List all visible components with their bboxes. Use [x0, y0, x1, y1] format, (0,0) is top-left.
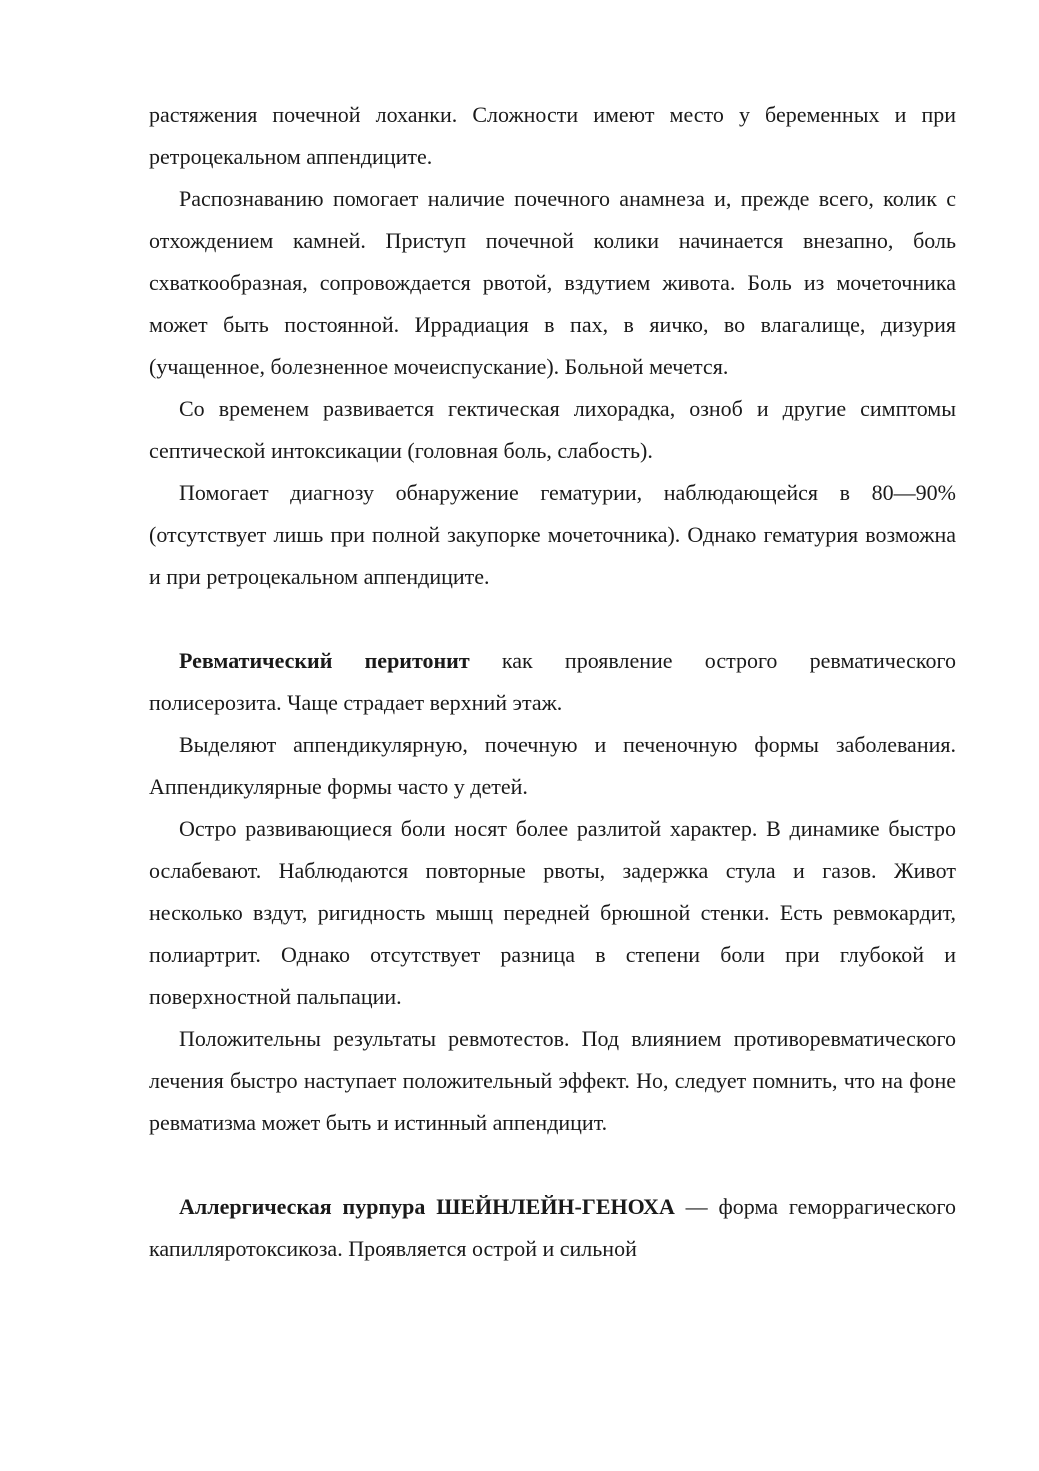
paragraph [149, 388, 956, 472]
paragraph-text: Положительны результаты ревмотестов. Под влиянием противоревматического лечения быстро наступает положительный эффект. Но, следует помнить, что на фоне ревматизма может быть и истинный аппендицит. [149, 1026, 956, 1135]
section-term: Аллергическая пурпура ШЕЙНЛЕЙН-ГЕНОХА [179, 1194, 675, 1219]
paragraph-text: Распознаванию помогает наличие почечного анамнеза и, прежде всего, колик с отхождением камней. Приступ почечной колики начинается внезапно, боль схваткообразная, сопровождается рвотой, вздутием живота. Боль из мочеточника может быть постоянной. Иррадиация в пах, в яичко, во влагалище, дизурия (учащенное, болезненное мочеиспускание). Больной мечется. [149, 186, 956, 379]
paragraph-text: как проявление острого ревматического полисерозита. Чаще страдает верхний этаж. [149, 648, 956, 715]
paragraph-text: Помогает диагнозу обнаружение гематурии, наблюдающейся в 80—90% (отсутствует лишь при полной закупорке мочеточника). Однако гематурия возможна и при ретроцекальном аппендиците. [149, 480, 956, 589]
paragraph [149, 178, 956, 388]
paragraph [149, 640, 956, 724]
paragraph [149, 472, 956, 598]
paragraph [149, 1018, 956, 1144]
paragraph [149, 1186, 956, 1270]
section-spacer [149, 598, 956, 640]
paragraph [149, 808, 956, 1018]
document-page [149, 94, 956, 1270]
section-spacer [149, 1144, 956, 1186]
paragraph-text: Остро развивающиеся боли носят более разлитой характер. В динамике быстро ослабевают. Наблюдаются повторные рвоты, задержка стула и газов. Живот несколько вздут, ригидность мышц передней брюшной стенки. Есть ревмокардит, полиартрит. Однако отсутствует разница в степени боли при глубокой и поверхностной пальпации. [149, 816, 956, 1009]
paragraph-text: растяжения почечной лоханки. Сложности имеют место у беременных и при ретроцекальном аппендиците. [149, 102, 956, 169]
paragraph-text: Выделяют аппендикулярную, почечную и печеночную формы заболевания. Аппендикулярные формы часто у детей. [149, 732, 956, 799]
section-term: Ревматический перитонит [179, 648, 470, 673]
paragraph [149, 94, 956, 178]
paragraph-text: — форма геморрагического капилляротоксикоза. Проявляется острой и сильной [149, 1194, 956, 1261]
paragraph-text: Со временем развивается гектическая лихорадка, озноб и другие симптомы септической интоксикации (головная боль, слабость). [149, 396, 956, 463]
paragraph [149, 724, 956, 808]
